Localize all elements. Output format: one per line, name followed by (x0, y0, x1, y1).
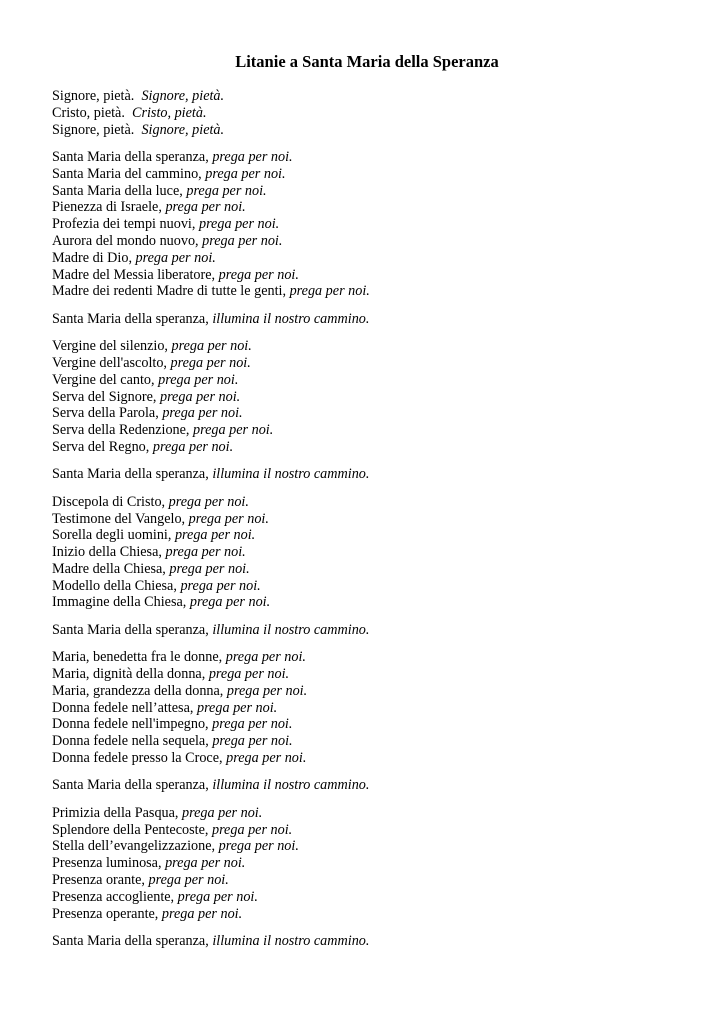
response-text: prega per noi. (148, 872, 229, 889)
invocation-text: Primizia della Pasqua, (52, 804, 183, 821)
response-text: prega per noi. (162, 405, 243, 422)
invocation-text: Stella dell’evangelizzazione, (52, 838, 219, 855)
litany-line (52, 855, 692, 872)
litany-line (52, 889, 692, 906)
litany-line (52, 405, 692, 422)
response-text: prega per noi. (180, 577, 261, 594)
litany-group (52, 649, 692, 767)
litany-line (52, 805, 692, 822)
litany-line (52, 822, 692, 839)
litany-line (52, 683, 692, 700)
response-text: prega per noi. (171, 338, 252, 355)
litany-line (52, 700, 692, 717)
response-text: prega per noi. (135, 249, 216, 266)
litany-line (52, 716, 692, 733)
response-text: prega per noi. (196, 699, 278, 716)
response-text: prega per noi. (218, 266, 299, 283)
response-text: prega per noi. (212, 148, 293, 165)
invocation-text: Splendore della Pentecoste, (52, 821, 212, 838)
response-text: prega per noi. (159, 388, 241, 405)
invocation-text: Presenza accogliente, (52, 888, 178, 905)
invocation-text: Donna fedele presso la Croce, (52, 750, 227, 767)
response-text: illumina il nostro cammino. (212, 777, 370, 794)
litany-group (52, 311, 692, 328)
litany-body (52, 88, 692, 960)
litany-group (52, 149, 692, 300)
response-text: prega per noi. (193, 422, 274, 439)
litany-line (52, 872, 692, 889)
litany-group (52, 338, 692, 456)
response-text: illumina il nostro cammino. (212, 621, 370, 638)
litany-line (52, 183, 692, 200)
litany-line (52, 149, 692, 166)
invocation-text: Signore, pietà. (52, 88, 142, 104)
invocation-text: Santa Maria della speranza, (52, 310, 213, 327)
invocation-text: Discepola di Cristo, (52, 493, 169, 510)
litany-group (52, 466, 692, 483)
invocation-text: Maria, benedetta fra le donne, (52, 649, 226, 666)
invocation-text: Presenza orante, (52, 872, 149, 889)
invocation-text: Santa Maria della speranza, (52, 466, 213, 483)
invocation-text: Donna fedele nella sequela, (52, 733, 213, 750)
litany-line (52, 578, 692, 595)
response-text: prega per noi. (170, 354, 251, 371)
invocation-text: Presenza operante, (52, 905, 162, 922)
invocation-text: Madre dei redenti Madre di tutte le genti, (52, 283, 290, 300)
invocation-text: Santa Maria della speranza, (52, 777, 213, 794)
litany-group (52, 777, 692, 794)
response-text: prega per noi. (225, 649, 306, 666)
litany-line (52, 750, 692, 767)
invocation-text: Maria, grandezza della donna, (52, 682, 227, 699)
invocation-text: Testimone del Vangelo, (52, 510, 189, 527)
invocation-text: Santa Maria della speranza, (52, 933, 213, 949)
response-text: prega per noi. (212, 716, 293, 733)
response-text: prega per noi. (158, 371, 239, 388)
response-text: prega per noi. (205, 165, 286, 182)
litany-line (52, 105, 692, 122)
litany-line (52, 733, 692, 750)
litany-line (52, 166, 692, 183)
invocation-text: Serva del Regno, (52, 438, 153, 455)
litany-line (52, 622, 692, 639)
litany-line (52, 561, 692, 578)
invocation-text: Signore, pietà. (52, 121, 142, 138)
invocation-text: Maria, dignità della donna, (52, 666, 209, 683)
litany-line (52, 216, 692, 233)
response-text: prega per noi. (152, 438, 234, 455)
litany-line (52, 666, 692, 683)
invocation-text: Serva del Signore, (52, 388, 160, 405)
litany-line (52, 372, 692, 389)
litany-line (52, 233, 692, 250)
response-text: prega per noi. (161, 905, 243, 922)
invocation-text: Santa Maria della speranza, (52, 148, 213, 165)
litany-line (52, 494, 692, 511)
invocation-text: Profezia dei tempi nuovi, (52, 216, 199, 233)
response-text: prega per noi. (198, 216, 280, 233)
litany-line (52, 122, 692, 139)
response-text: prega per noi. (202, 232, 283, 249)
invocation-text: Vergine del canto, (52, 371, 159, 388)
litany-line (52, 933, 692, 950)
litany-line (52, 355, 692, 372)
litany-line (52, 466, 692, 483)
response-text: prega per noi. (211, 821, 293, 838)
response-text: prega per noi. (186, 182, 267, 199)
invocation-text: Santa Maria della luce, (52, 182, 187, 199)
response-text: Cristo, pietà. (132, 104, 207, 121)
response-text: prega per noi. (189, 594, 271, 611)
invocation-text: Santa Maria del cammino, (52, 165, 206, 182)
litany-line (52, 838, 692, 855)
response-text: prega per noi. (182, 804, 263, 821)
litany-line (52, 338, 692, 355)
litany-line (52, 422, 692, 439)
response-text: prega per noi. (208, 666, 290, 683)
litany-line (52, 777, 692, 794)
invocation-text: Madre della Chiesa, (52, 560, 170, 577)
response-text: illumina il nostro cammino. (212, 933, 370, 949)
invocation-text: Vergine del silenzio, (52, 338, 172, 355)
litany-line (52, 267, 692, 284)
invocation-text: Madre del Messia liberatore, (52, 266, 219, 283)
invocation-text: Serva della Parola, (52, 405, 163, 422)
response-text: prega per noi. (188, 510, 269, 527)
invocation-text: Immagine della Chiesa, (52, 594, 190, 611)
response-text: Signore, pietà. (141, 121, 225, 138)
invocation-text: Aurora del mondo nuovo, (52, 232, 203, 249)
litany-line (52, 389, 692, 406)
litany-line (52, 906, 692, 923)
litany-group (52, 933, 692, 950)
response-text: prega per noi. (177, 888, 258, 905)
response-text: prega per noi. (168, 493, 249, 510)
invocation-text: Vergine dell'ascolto, (52, 354, 171, 371)
response-text: prega per noi. (174, 527, 256, 544)
response-text: illumina il nostro cammino. (212, 466, 370, 483)
litany-line (52, 649, 692, 666)
litany-line (52, 88, 692, 105)
invocation-text: Inizio della Chiesa, (52, 544, 166, 561)
litany-group (52, 622, 692, 639)
litany-group (52, 88, 692, 138)
litany-line (52, 594, 692, 611)
page-title: Litanie a Santa Maria della Speranza (235, 52, 499, 71)
litany-line (52, 527, 692, 544)
response-text: Signore, pietà. (141, 88, 225, 104)
litany-line (52, 311, 692, 328)
response-text: prega per noi. (289, 283, 370, 300)
invocation-text: Serva della Redenzione, (52, 422, 194, 439)
litany-line (52, 199, 692, 216)
invocation-text: Modello della Chiesa, (52, 577, 181, 594)
litany-line (52, 544, 692, 561)
response-text: illumina il nostro cammino. (212, 310, 370, 327)
litany-line (52, 439, 692, 456)
response-text: prega per noi. (165, 855, 246, 872)
litany-line (52, 250, 692, 267)
response-text: prega per noi. (212, 733, 293, 750)
invocation-text: Sorella degli uomini, (52, 527, 175, 544)
litany-group (52, 494, 692, 612)
invocation-text: Madre di Dio, (52, 249, 136, 266)
litany-group (52, 805, 692, 923)
litany-line (52, 511, 692, 528)
invocation-text: Cristo, pietà. (52, 104, 132, 121)
response-text: prega per noi. (226, 682, 308, 699)
invocation-text: Pienezza di Israele, (52, 199, 166, 216)
response-text: prega per noi. (165, 544, 246, 561)
litany-line (52, 283, 692, 300)
invocation-text: Donna fedele nell'impegno, (52, 716, 213, 733)
response-text: prega per noi. (169, 560, 250, 577)
invocation-text: Santa Maria della speranza, (52, 621, 213, 638)
response-text: prega per noi. (226, 750, 307, 767)
invocation-text: Donna fedele nell’attesa, (52, 699, 197, 716)
invocation-text: Presenza luminosa, (52, 855, 166, 872)
response-text: prega per noi. (165, 199, 246, 216)
response-text: prega per noi. (218, 838, 299, 855)
